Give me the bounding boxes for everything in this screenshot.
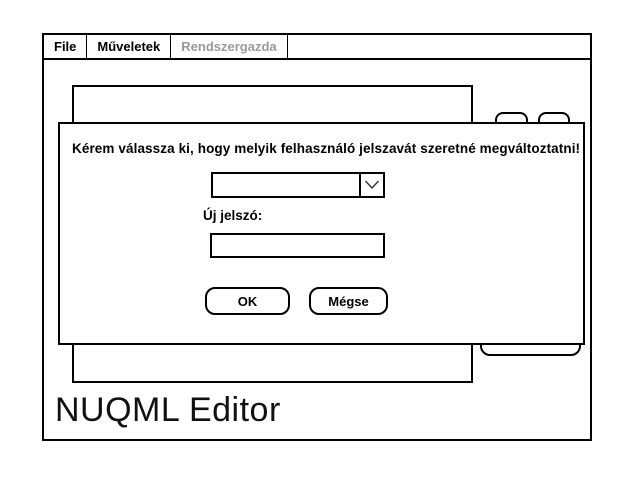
chevron-down-icon[interactable] xyxy=(359,174,383,196)
menu-item-muveletek[interactable]: Műveletek xyxy=(87,35,171,58)
menu-item-rendszergazda: Rendszergazda xyxy=(171,35,287,58)
password-change-dialog xyxy=(58,122,585,345)
menu-bar xyxy=(44,35,590,60)
menu-item-file[interactable]: File xyxy=(44,35,87,58)
new-password-label: Új jelszó: xyxy=(203,208,263,223)
ok-button[interactable]: OK xyxy=(205,287,290,315)
new-password-input[interactable] xyxy=(210,233,385,258)
app-title: NUQML Editor xyxy=(55,391,281,429)
user-select-value xyxy=(213,174,359,196)
user-select[interactable] xyxy=(211,172,385,198)
dialog-message: Kérem válassza ki, hogy melyik felhasználó jelszavát szeretné megváltoztatni! xyxy=(72,141,581,156)
cancel-button[interactable]: Mégse xyxy=(309,287,388,315)
